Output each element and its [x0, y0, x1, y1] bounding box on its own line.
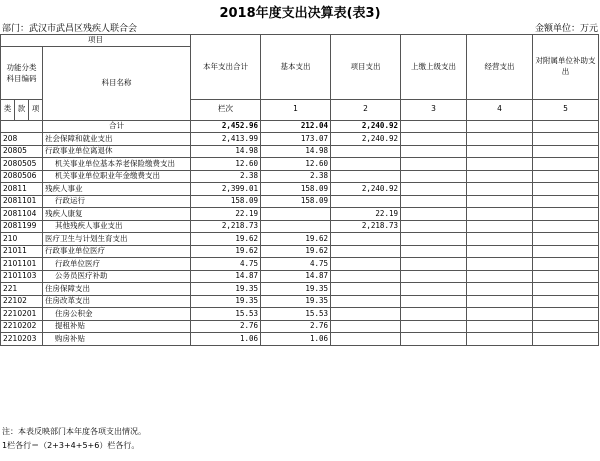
row-c5 [467, 158, 533, 171]
col-header-4: 上缴上级支出 [401, 35, 467, 100]
row-c2: 19.62 [261, 233, 331, 246]
row-c6 [533, 320, 599, 333]
row-c4 [401, 245, 467, 258]
row-c2: 2.76 [261, 320, 331, 333]
row-subject-name: 机关事业单位基本养老保险缴费支出 [43, 158, 191, 171]
row-c5 [467, 295, 533, 308]
row-c5 [467, 283, 533, 296]
row-code: 2080506 [1, 170, 43, 183]
row-c3: 2,240.92 [331, 133, 401, 146]
row-subject-name: 残疾人康复 [43, 208, 191, 221]
row-subject-name: 其他残疾人事业支出 [43, 220, 191, 233]
row-subject-name: 行政运行 [43, 195, 191, 208]
row-subject-name: 公务员医疗补助 [43, 270, 191, 283]
row-c6 [533, 283, 599, 296]
row-c3 [331, 295, 401, 308]
row-c5 [467, 258, 533, 271]
row-code: 210 [1, 233, 43, 246]
row-c3 [331, 320, 401, 333]
row-c1: 2,413.99 [191, 133, 261, 146]
row-subject-name: 行政事业单位医疗 [43, 245, 191, 258]
row-code: 2081104 [1, 208, 43, 221]
row-c1: 15.53 [191, 308, 261, 321]
row-c4 [401, 270, 467, 283]
row-subject-name: 社会保障和就业支出 [43, 133, 191, 146]
row-c4 [401, 208, 467, 221]
item-header: 项目 [1, 35, 191, 47]
row-c4 [401, 333, 467, 346]
row-c5 [467, 170, 533, 183]
row-c4 [401, 133, 467, 146]
header-row-item [1, 35, 599, 47]
row-c4 [401, 308, 467, 321]
total-c1: 2,452.96 [191, 120, 261, 133]
row-c1: 19.62 [191, 245, 261, 258]
table-row [1, 320, 599, 333]
row-c1: 14.98 [191, 145, 261, 158]
note-2: 1栏各行＝（2+3+4+5+6）栏各行。 [2, 441, 140, 450]
col-num-1: 1 [261, 99, 331, 120]
row-c6 [533, 183, 599, 196]
row-c2: 15.53 [261, 308, 331, 321]
row-c5 [467, 333, 533, 346]
row-c5 [467, 245, 533, 258]
row-c3 [331, 195, 401, 208]
row-c6 [533, 308, 599, 321]
row-c6 [533, 195, 599, 208]
row-c5 [467, 233, 533, 246]
row-c4 [401, 220, 467, 233]
row-subject-name: 住房改革支出 [43, 295, 191, 308]
row-c4 [401, 295, 467, 308]
row-code: 20811 [1, 183, 43, 196]
total-label: 合计 [43, 120, 191, 133]
row-c6 [533, 145, 599, 158]
row-c3 [331, 258, 401, 271]
table-row [1, 183, 599, 196]
row-c1: 12.60 [191, 158, 261, 171]
total-c6 [533, 120, 599, 133]
row-c5 [467, 220, 533, 233]
table-row [1, 170, 599, 183]
row-c2: 14.87 [261, 270, 331, 283]
row-c2 [261, 220, 331, 233]
row-c3 [331, 308, 401, 321]
row-c3 [331, 245, 401, 258]
row-c2: 19.35 [261, 283, 331, 296]
total-row [1, 120, 599, 133]
table-row [1, 133, 599, 146]
col-num-2: 2 [331, 99, 401, 120]
row-c4 [401, 145, 467, 158]
row-c6 [533, 333, 599, 346]
row-c1: 19.35 [191, 283, 261, 296]
unit-label: 金额单位：万元 [534, 24, 598, 34]
row-c4 [401, 195, 467, 208]
row-c2 [261, 208, 331, 221]
row-code: 2081199 [1, 220, 43, 233]
row-c2: 1.06 [261, 333, 331, 346]
row-c3 [331, 158, 401, 171]
row-subject-name: 购房补贴 [43, 333, 191, 346]
row-c5 [467, 208, 533, 221]
row-c1: 2,218.73 [191, 220, 261, 233]
col-header-2: 基本支出 [261, 35, 331, 100]
note-1: 注：本表反映部门本年度各项支出情况。 [2, 427, 146, 436]
lei-header: 类 [1, 99, 15, 120]
row-c5 [467, 145, 533, 158]
row-c3 [331, 233, 401, 246]
row-c3 [331, 145, 401, 158]
row-c4 [401, 170, 467, 183]
col-num-5: 5 [533, 99, 599, 120]
table-row [1, 208, 599, 221]
row-c5 [467, 195, 533, 208]
row-c3: 2,218.73 [331, 220, 401, 233]
row-c4 [401, 233, 467, 246]
row-subject-name: 医疗卫生与计划生育支出 [43, 233, 191, 246]
notes [2, 425, 146, 453]
row-c2: 14.98 [261, 145, 331, 158]
row-c4 [401, 158, 467, 171]
row-code: 2080505 [1, 158, 43, 171]
total-c3: 2,240.92 [331, 120, 401, 133]
row-code: 22102 [1, 295, 43, 308]
row-c6 [533, 158, 599, 171]
row-c6 [533, 220, 599, 233]
subject-name-header: 科目名称 [43, 46, 191, 120]
row-c1: 19.62 [191, 233, 261, 246]
row-subject-name: 住房保障支出 [43, 283, 191, 296]
col-num-3: 3 [401, 99, 467, 120]
col-num-4: 4 [467, 99, 533, 120]
row-c2: 19.35 [261, 295, 331, 308]
row-c1: 22.19 [191, 208, 261, 221]
table-row [1, 283, 599, 296]
xiang-header: 项 [29, 99, 43, 120]
table-row [1, 245, 599, 258]
row-subject-name: 机关事业单位职业年金缴费支出 [43, 170, 191, 183]
row-c2: 12.60 [261, 158, 331, 171]
row-c1: 1.06 [191, 333, 261, 346]
table-row [1, 233, 599, 246]
row-c1: 4.75 [191, 258, 261, 271]
total-c2: 212.04 [261, 120, 331, 133]
row-code: 2101101 [1, 258, 43, 271]
row-c4 [401, 283, 467, 296]
lanci-label: 栏次 [191, 99, 261, 120]
table-row [1, 145, 599, 158]
row-c1: 14.87 [191, 270, 261, 283]
row-code: 2101103 [1, 270, 43, 283]
table-row [1, 220, 599, 233]
row-c5 [467, 320, 533, 333]
row-c1: 2,399.01 [191, 183, 261, 196]
table-row [1, 295, 599, 308]
row-code: 21011 [1, 245, 43, 258]
total-c5 [467, 120, 533, 133]
row-c2: 173.07 [261, 133, 331, 146]
row-c5 [467, 270, 533, 283]
col-header-1: 本年支出合计 [191, 35, 261, 100]
row-c6 [533, 170, 599, 183]
row-c1: 158.09 [191, 195, 261, 208]
row-c6 [533, 208, 599, 221]
row-c4 [401, 320, 467, 333]
row-c4 [401, 258, 467, 271]
row-c3 [331, 170, 401, 183]
row-c5 [467, 183, 533, 196]
kuan-header: 款 [15, 99, 29, 120]
row-c4 [401, 183, 467, 196]
row-code: 20805 [1, 145, 43, 158]
row-c6 [533, 133, 599, 146]
row-c6 [533, 295, 599, 308]
row-c2: 4.75 [261, 258, 331, 271]
row-subject-name: 行政单位医疗 [43, 258, 191, 271]
row-code: 221 [1, 283, 43, 296]
table-row [1, 158, 599, 171]
row-subject-name: 提租补贴 [43, 320, 191, 333]
row-c5 [467, 133, 533, 146]
row-c5 [467, 308, 533, 321]
row-c3: 22.19 [331, 208, 401, 221]
row-code: 208 [1, 133, 43, 146]
table-row [1, 270, 599, 283]
row-code: 2210201 [1, 308, 43, 321]
total-c4 [401, 120, 467, 133]
row-c2: 158.09 [261, 195, 331, 208]
func-code-header: 功能分类科目编码 [1, 46, 43, 99]
table-row [1, 195, 599, 208]
row-subject-name: 行政事业单位离退休 [43, 145, 191, 158]
row-subject-name: 住房公积金 [43, 308, 191, 321]
row-c1: 2.76 [191, 320, 261, 333]
table-row [1, 308, 599, 321]
row-c3 [331, 270, 401, 283]
report-title: 2018年度支出决算表(表3) [219, 6, 381, 21]
row-code: 2081101 [1, 195, 43, 208]
department-label: 部门：武汉市武昌区残疾人联合会 [2, 24, 138, 34]
col-header-3: 项目支出 [331, 35, 401, 100]
table-row [1, 258, 599, 271]
row-c3 [331, 333, 401, 346]
expenditure-table [0, 34, 599, 346]
row-c3 [331, 283, 401, 296]
row-c6 [533, 233, 599, 246]
table-row [1, 333, 599, 346]
row-c1: 19.35 [191, 295, 261, 308]
row-c6 [533, 270, 599, 283]
row-c6 [533, 258, 599, 271]
row-subject-name: 残疾人事业 [43, 183, 191, 196]
row-c3: 2,240.92 [331, 183, 401, 196]
row-c6 [533, 245, 599, 258]
total-code [1, 120, 43, 133]
row-code: 2210202 [1, 320, 43, 333]
col-header-6: 对附属单位补助支出 [533, 35, 599, 100]
row-code: 2210203 [1, 333, 43, 346]
col-header-5: 经营支出 [467, 35, 533, 100]
row-c2: 158.09 [261, 183, 331, 196]
row-c1: 2.38 [191, 170, 261, 183]
row-c2: 19.62 [261, 245, 331, 258]
row-c2: 2.38 [261, 170, 331, 183]
